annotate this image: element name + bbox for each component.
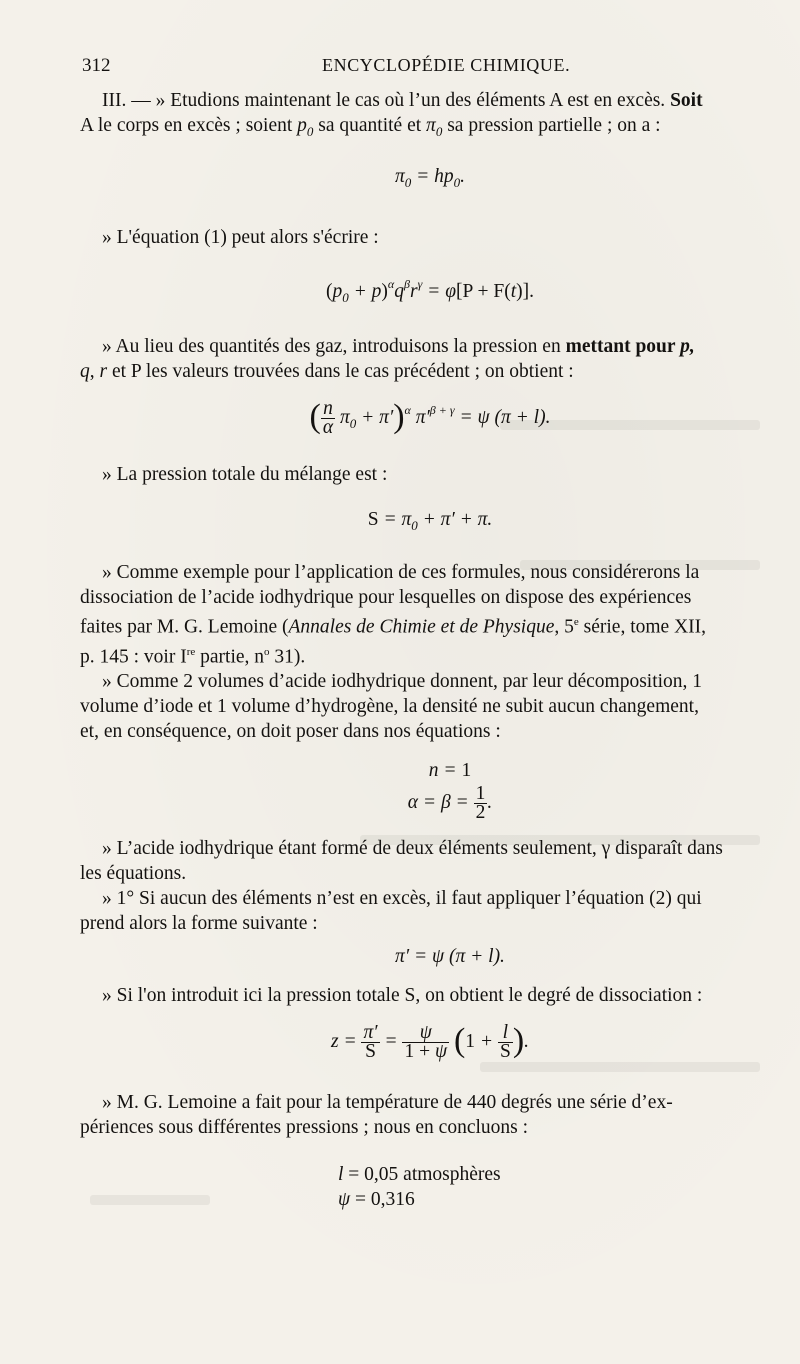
equation-dissociation: z = $\frac{\pi'}{S}$ = $\frac{\psi}{1 + \psi}$ (1 + $\frac{l}{S}$ ). <box>330 1021 530 1062</box>
equation-l-value: l = 0,05 atmosphères <box>338 1164 501 1185</box>
paragraph-dissociation-degree: » Si l'on introduit ici la pression totale S, on obtient le degré de dissociation : <box>102 985 703 1006</box>
page-header <box>82 55 760 83</box>
equation-alpha-beta: α = β = $\frac{1}{2}$ . <box>407 783 493 823</box>
running-title: ENCYCLOPÉDIE CHIMIQUE. <box>322 55 571 75</box>
equation-total-pressure: $S = \pi_0 + \pi' + \pi$. <box>367 509 493 533</box>
equation-n-equals-one: n = 1 <box>428 760 472 781</box>
equation-rewritten: $(p_0 + p)^\alpha q^\beta r^\gamma = \varphi[P + F(t)]$. <box>326 277 534 305</box>
equation-psi-value: ψ = 0,316 <box>338 1189 415 1210</box>
equation-pressure-form: ( $\frac{n}{\alpha}$ $\pi_0 + \pi')^\alpha$ $\pi'^{\beta + \gamma} = \psi$ (π + l). <box>309 398 551 439</box>
paragraph-equation-1: » L'équation (1) peut alors s'écrire : <box>102 227 379 248</box>
equation-pi-zero: $\pi_0 = hp_0$. <box>394 166 466 190</box>
page-body: III. — » Etudions maintenant le cas où l’un des éléments A est en excès. Soit A le corps en excès ; soient $p_0$ sa quantité et $\pi_0$ sa pression partielle ; on a : $\pi_0 = hp_0$. » L'équation (1) peut alors s'écrire : $(p_0 + p)^\alpha q^\beta r^\gamma = \varphi[P + F(t)]$. » Au lieu des quantités des gaz, introduisons la pression en mettant pour p, q, r et P les valeurs trouvées dans le cas précédent ; on obtient : ( $\frac{n}{\alpha}$ $\pi_0 + \pi')^\alpha$ $\pi'^{\beta + \gamma} = \psi$ (π + l). » La pression totale du mélange est : $S = \pi_0 + \pi' + \pi$. » Comme exemple pour l’application de ces formules, nous considérerons la dissociation de l’acide iodhydrique pour lesquelles on dispose des expériences faites par M. G. Lemoine (Annales de Chimie et de Physique, 5e série, tome XII, p. 145 : voir Ire partie, $n^o$ 31). » Comme 2 volumes d’acide iodhydrique donnent, par leur décomposition, 1 volume d’iode et 1 volume d’hydrogène, la densité ne subit aucun changement, et, en conséquence, on doit poser dans nos équations : n = 1 α = β = $\frac{1}{2}$ . » L’acide iodhydrique étant formé de deux éléments seulement, γ disparaît dans les équations. » 1° Si aucun des éléments n’est en excès, il faut appliquer l’équation (2) qui prend alors la forme suivante : π′ = ψ (π + l). » Si l'on introduit ici la pression totale S, on obtient le degré de dissociation : z = $\frac{\pi'}{S}$ = $\frac{\psi}{1 + \psi}$ (1 + $\frac{l}{S}$ ). » M. G. Lemoine a fait pour la température de 440 degrés une série d’ex- périences sous différentes pressions ; nous en concluons : l = 0,05 atmosphères ψ = 0,316 <box>80 88 780 1212</box>
equation-pi-prime: π′ = ψ (π + l). <box>395 946 505 967</box>
page-number: 312 <box>82 55 111 76</box>
paragraph-total-pressure: » La pression totale du mélange est : <box>102 464 388 485</box>
